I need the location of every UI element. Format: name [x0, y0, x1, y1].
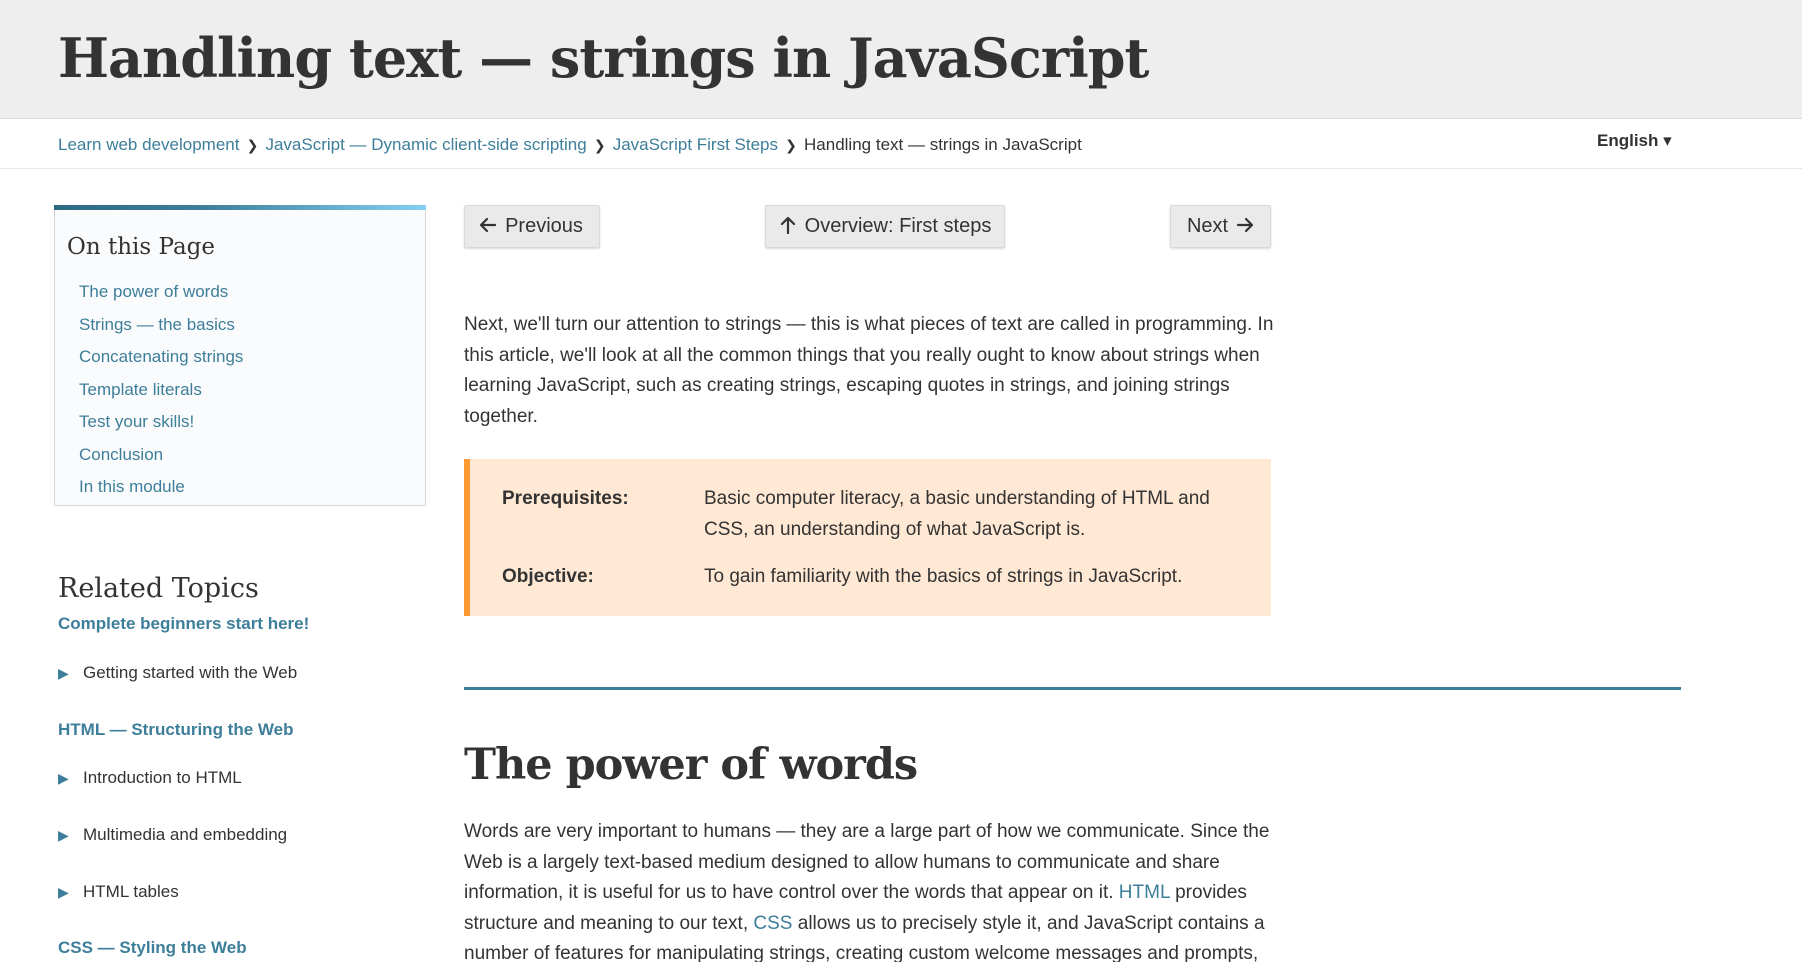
sidebar-item-label: Multimedia and embedding: [83, 825, 288, 844]
expand-triangle-icon: ▶: [58, 883, 69, 900]
sidebar-section-css[interactable]: CSS — Styling the Web: [58, 938, 247, 957]
toc-accent-bar: [54, 205, 426, 210]
css-link[interactable]: CSS: [753, 912, 793, 934]
toc-link-strings-basics[interactable]: Strings — the basics: [79, 314, 235, 334]
breadcrumb-bar: [0, 120, 1802, 169]
sidebar-item-intro-html[interactable]: [58, 768, 242, 788]
objective-label: Objective:: [502, 566, 594, 587]
expand-triangle-icon: ▶: [58, 826, 69, 843]
toc-item: [79, 282, 243, 315]
para-text-2: provides structure and meaning to our text,: [464, 882, 1247, 934]
next-label: Next: [1186, 215, 1229, 237]
language-selector[interactable]: English ▾: [1597, 131, 1672, 150]
intro-paragraph: Next, we'll turn our attention to strings — this is what pieces of text are called in programming. In this article, we'll look at all the common things that you really ought to know about strings when learning JavaScript, such as creating strings, escaping quotes in strings, and joining strings together.: [464, 314, 1274, 427]
prerequisites-value: Basic computer literacy, a basic understanding of HTML and CSS, an understanding of what JavaScript is.: [704, 488, 1210, 540]
previous-button[interactable]: [464, 205, 600, 248]
sidebar-section-html[interactable]: HTML — Structuring the Web: [58, 720, 294, 739]
breadcrumb-link-javascript[interactable]: JavaScript — Dynamic client-side scripting: [265, 135, 587, 154]
breadcrumb-link-first-steps[interactable]: JavaScript First Steps: [612, 135, 779, 154]
prerequisites-box: [464, 459, 1271, 616]
related-topics-title: Related Topics: [58, 573, 259, 604]
arrow-right-icon: [1236, 214, 1254, 240]
para-text-1: Words are very important to humans — they are a large part of how we communicate. Since the Web is a largely text-based medium designed to allow humans to communicate and share information, it is useful for us to have control over the words that appear on it.: [464, 821, 1270, 903]
objective-value: To gain familiarity with the basics of strings in JavaScript.: [704, 566, 1183, 587]
toc-link-concatenating[interactable]: Concatenating strings: [79, 347, 244, 366]
toc-item: [79, 380, 243, 413]
section-paragraph: [464, 817, 1276, 962]
page-header: [0, 0, 1802, 119]
chevron-right-icon: ❯: [785, 136, 797, 153]
arrow-up-icon: [779, 214, 797, 240]
toc-link-template-literals[interactable]: Template literals: [79, 379, 202, 399]
sidebar-item-label: Getting started with the Web: [83, 663, 298, 682]
previous-label: Previous: [505, 215, 583, 237]
toc-item: [79, 445, 243, 478]
sidebar-item-getting-started[interactable]: [58, 663, 297, 683]
sidebar-item-label: HTML tables: [83, 882, 179, 901]
toc-link-test-skills[interactable]: Test your skills!: [79, 412, 195, 431]
toc-list: [79, 282, 243, 510]
breadcrumb: [58, 135, 1082, 155]
page-title: Handling text — strings in JavaScript: [58, 26, 1149, 90]
toc-link-conclusion[interactable]: Conclusion: [79, 444, 164, 464]
para-text-3: allows us to precisely style it, and JavaScript contains a number of features for manipulating strings, creating custom welcome messages and prompts,: [464, 912, 1265, 962]
next-button[interactable]: [1170, 205, 1271, 248]
toc-link-power-of-words[interactable]: The power of words: [79, 282, 229, 301]
breadcrumb-current: Handling text — strings in JavaScript: [804, 135, 1082, 154]
html-link[interactable]: HTML: [1118, 882, 1170, 903]
toc-title: On this Page: [67, 234, 215, 260]
beginners-start-link[interactable]: Complete beginners start here!: [58, 614, 310, 633]
chevron-right-icon: ❯: [246, 136, 259, 153]
toc-item: [79, 315, 243, 348]
sidebar-item-multimedia[interactable]: [58, 825, 287, 845]
breadcrumb-link-learn[interactable]: Learn web development: [58, 135, 240, 154]
sidebar-item-label: Introduction to HTML: [83, 768, 242, 787]
toc-item: [79, 477, 243, 510]
overview-button[interactable]: [765, 205, 1005, 248]
section-heading: The power of words: [464, 740, 918, 790]
prerequisites-label: Prerequisites:: [502, 488, 629, 509]
expand-triangle-icon: ▶: [58, 664, 69, 681]
overview-label: Overview: First steps: [804, 215, 992, 237]
arrow-left-icon: [479, 214, 497, 240]
sidebar-item-html-tables[interactable]: [58, 882, 179, 902]
on-this-page-box: [54, 205, 426, 506]
toc-item: [79, 347, 243, 380]
section-divider: [464, 687, 1681, 690]
toc-item: [79, 412, 243, 445]
toc-link-in-this-module[interactable]: In this module: [79, 477, 185, 496]
chevron-right-icon: ❯: [593, 136, 606, 153]
expand-triangle-icon: ▶: [58, 769, 69, 786]
